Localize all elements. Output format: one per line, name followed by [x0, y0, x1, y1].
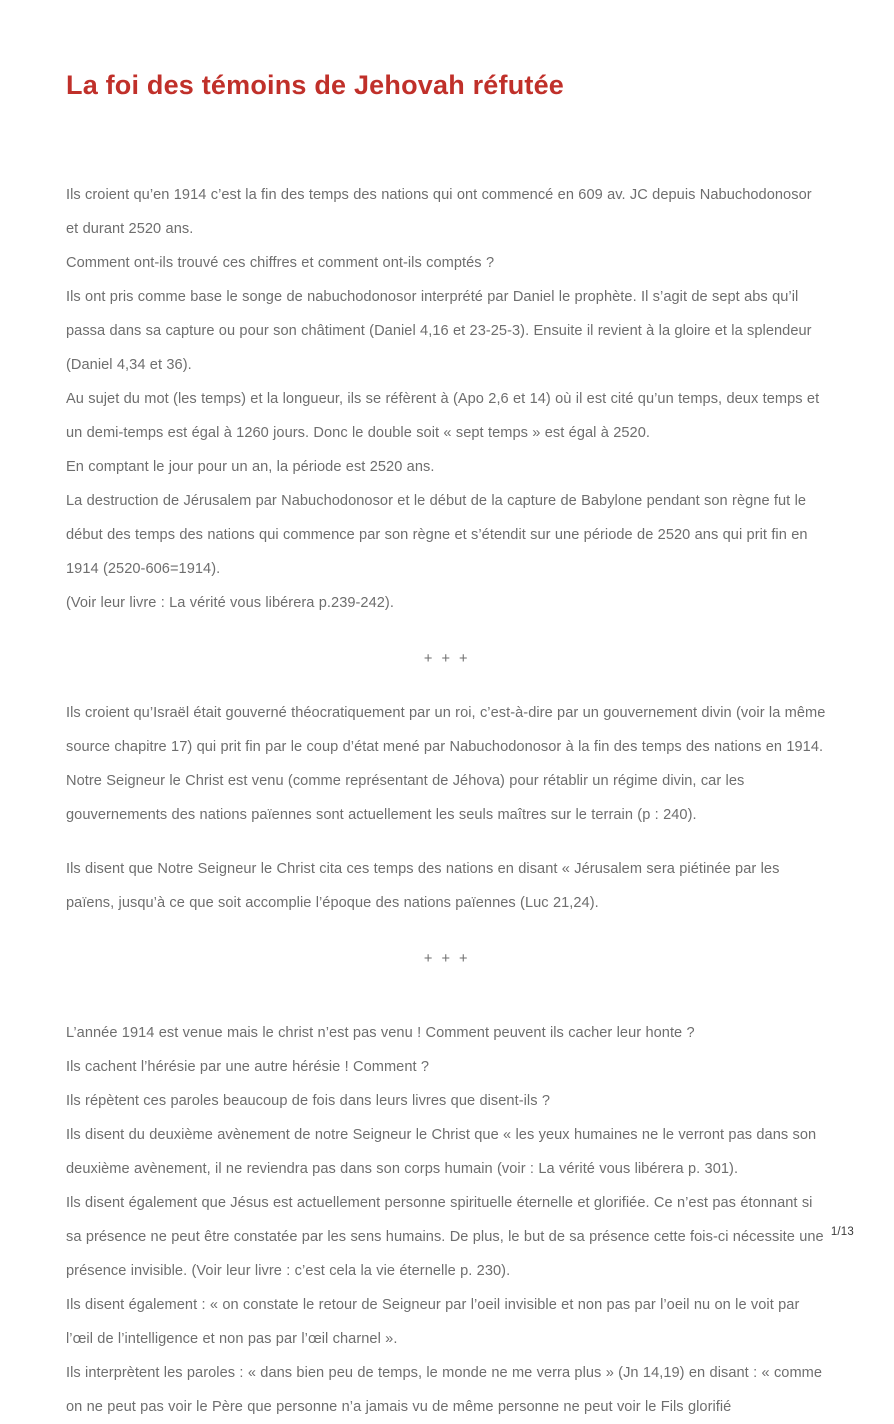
paragraph: Ils croient qu’Israël était gouverné théocratiquement par un roi, c’est-à-dire par un gouvernement divin (voir la même source chapitre 17) qui prit fin par le coup d’état mené par Nabuchodonosor à la fin des temps des nations en 1914. Notre Seigneur le Christ est venu (comme représentant de Jéhova) pour rétablir un régime divin, car les gouvernements des nations païennes sont actuellement les seuls maîtres sur le terrain (p : 240). [66, 705, 826, 823]
paragraph: Ils cachent l’hérésie par une autre hérésie ! Comment ? [66, 1059, 430, 1075]
spacer [66, 676, 828, 696]
paragraph: La destruction de Jérusalem par Nabuchodonosor et le début de la capture de Babylone pendant son règne fut le début des temps des nations qui commence par son règne et s’étendit sur une période de 2520 ans qui prit fin en 1914 (2520-606=1914). [66, 493, 808, 577]
page-number: 1/13 [830, 1226, 854, 1238]
paragraph: (Voir leur livre : La vérité vous libérera p.239-242). [66, 595, 394, 611]
spacer [66, 832, 828, 852]
spacer [66, 620, 828, 642]
section-separator: + + + [423, 951, 471, 967]
paragraph: Ils répètent ces paroles beaucoup de fois dans leurs livres que disent-ils ? [66, 1093, 551, 1109]
section-2 [66, 696, 828, 920]
paragraph: Ils disent également : « on constate le retour de Seigneur par l’oeil invisible et non pas par l’oeil nu on le voit par l’œil de l’intelligence et non pas par l’œil charnel ». [66, 1297, 800, 1347]
section-1 [66, 178, 828, 620]
spacer [66, 920, 828, 942]
paragraph: Au sujet du mot (les temps) et la longueur, ils se réfèrent à (Apo 2,6 et 14) où il est cité qu’un temps, deux temps et un demi-temps est égal à 1260 jours. Donc le double soit « sept temps » est égal à 2520. [66, 391, 820, 441]
document-body [66, 178, 828, 1424]
section-3 [66, 1016, 828, 1424]
paragraph: Ils interprètent les paroles : « dans bien peu de temps, le monde ne me verra plus » (Jn 14,19) en disant : « comme on ne peut pas voir le Père que personne n’a jamais vu de même personne ne peut voir le Fils glorifié [66, 1365, 823, 1415]
paragraph: Comment ont-ils trouvé ces chiffres et comment ont-ils comptés ? [66, 255, 495, 271]
paragraph: En comptant le jour pour un an, la période est 2520 ans. [66, 459, 435, 475]
paragraph: Ils disent que Notre Seigneur le Christ cita ces temps des nations en disant « Jérusalem sera piétinée par les païens, jusqu’à ce que soit accomplie l’époque des nations païennes (Luc 21,24). [66, 861, 780, 911]
paragraph: L’année 1914 est venue mais le christ n’est pas venu ! Comment peuvent ils cacher leur honte ? [66, 1025, 695, 1041]
section-separator: + + + [423, 651, 471, 667]
spacer [66, 976, 828, 996]
paragraph: Ils ont pris comme base le songe de nabuchodonosor interprété par Daniel le prophète. Il s’agit de sept abs qu’il passa dans sa capture ou pour son châtiment (Daniel 4,16 et 23-25-3). Ensuite il revient à la gloire et la splendeur (Daniel 4,34 et 36). [66, 289, 812, 373]
page-title: La foi des témoins de Jehovah réfutée [66, 70, 565, 100]
spacer [66, 996, 828, 1016]
paragraph: Ils disent également que Jésus est actuellement personne spirituelle éternelle et glorifiée. Ce n’est pas étonnant si sa présence ne peut être constatée par les sens humains. De plus, le but de sa présence cette fois-ci nécessite une présence invisible. (Voir leur livre : c’est cela la vie éternelle p. 230). [66, 1195, 824, 1279]
paragraph: Ils croient qu’en 1914 c’est la fin des temps des nations qui ont commencé en 609 av. JC depuis Nabuchodonosor et durant 2520 ans. [66, 187, 812, 237]
paragraph: Ils disent du deuxième avènement de notre Seigneur le Christ que « les yeux humaines ne le verront pas dans son deuxième avènement, il ne reviendra pas dans son corps humain (voir : La vérité vous libérera p. 301). [66, 1127, 817, 1177]
